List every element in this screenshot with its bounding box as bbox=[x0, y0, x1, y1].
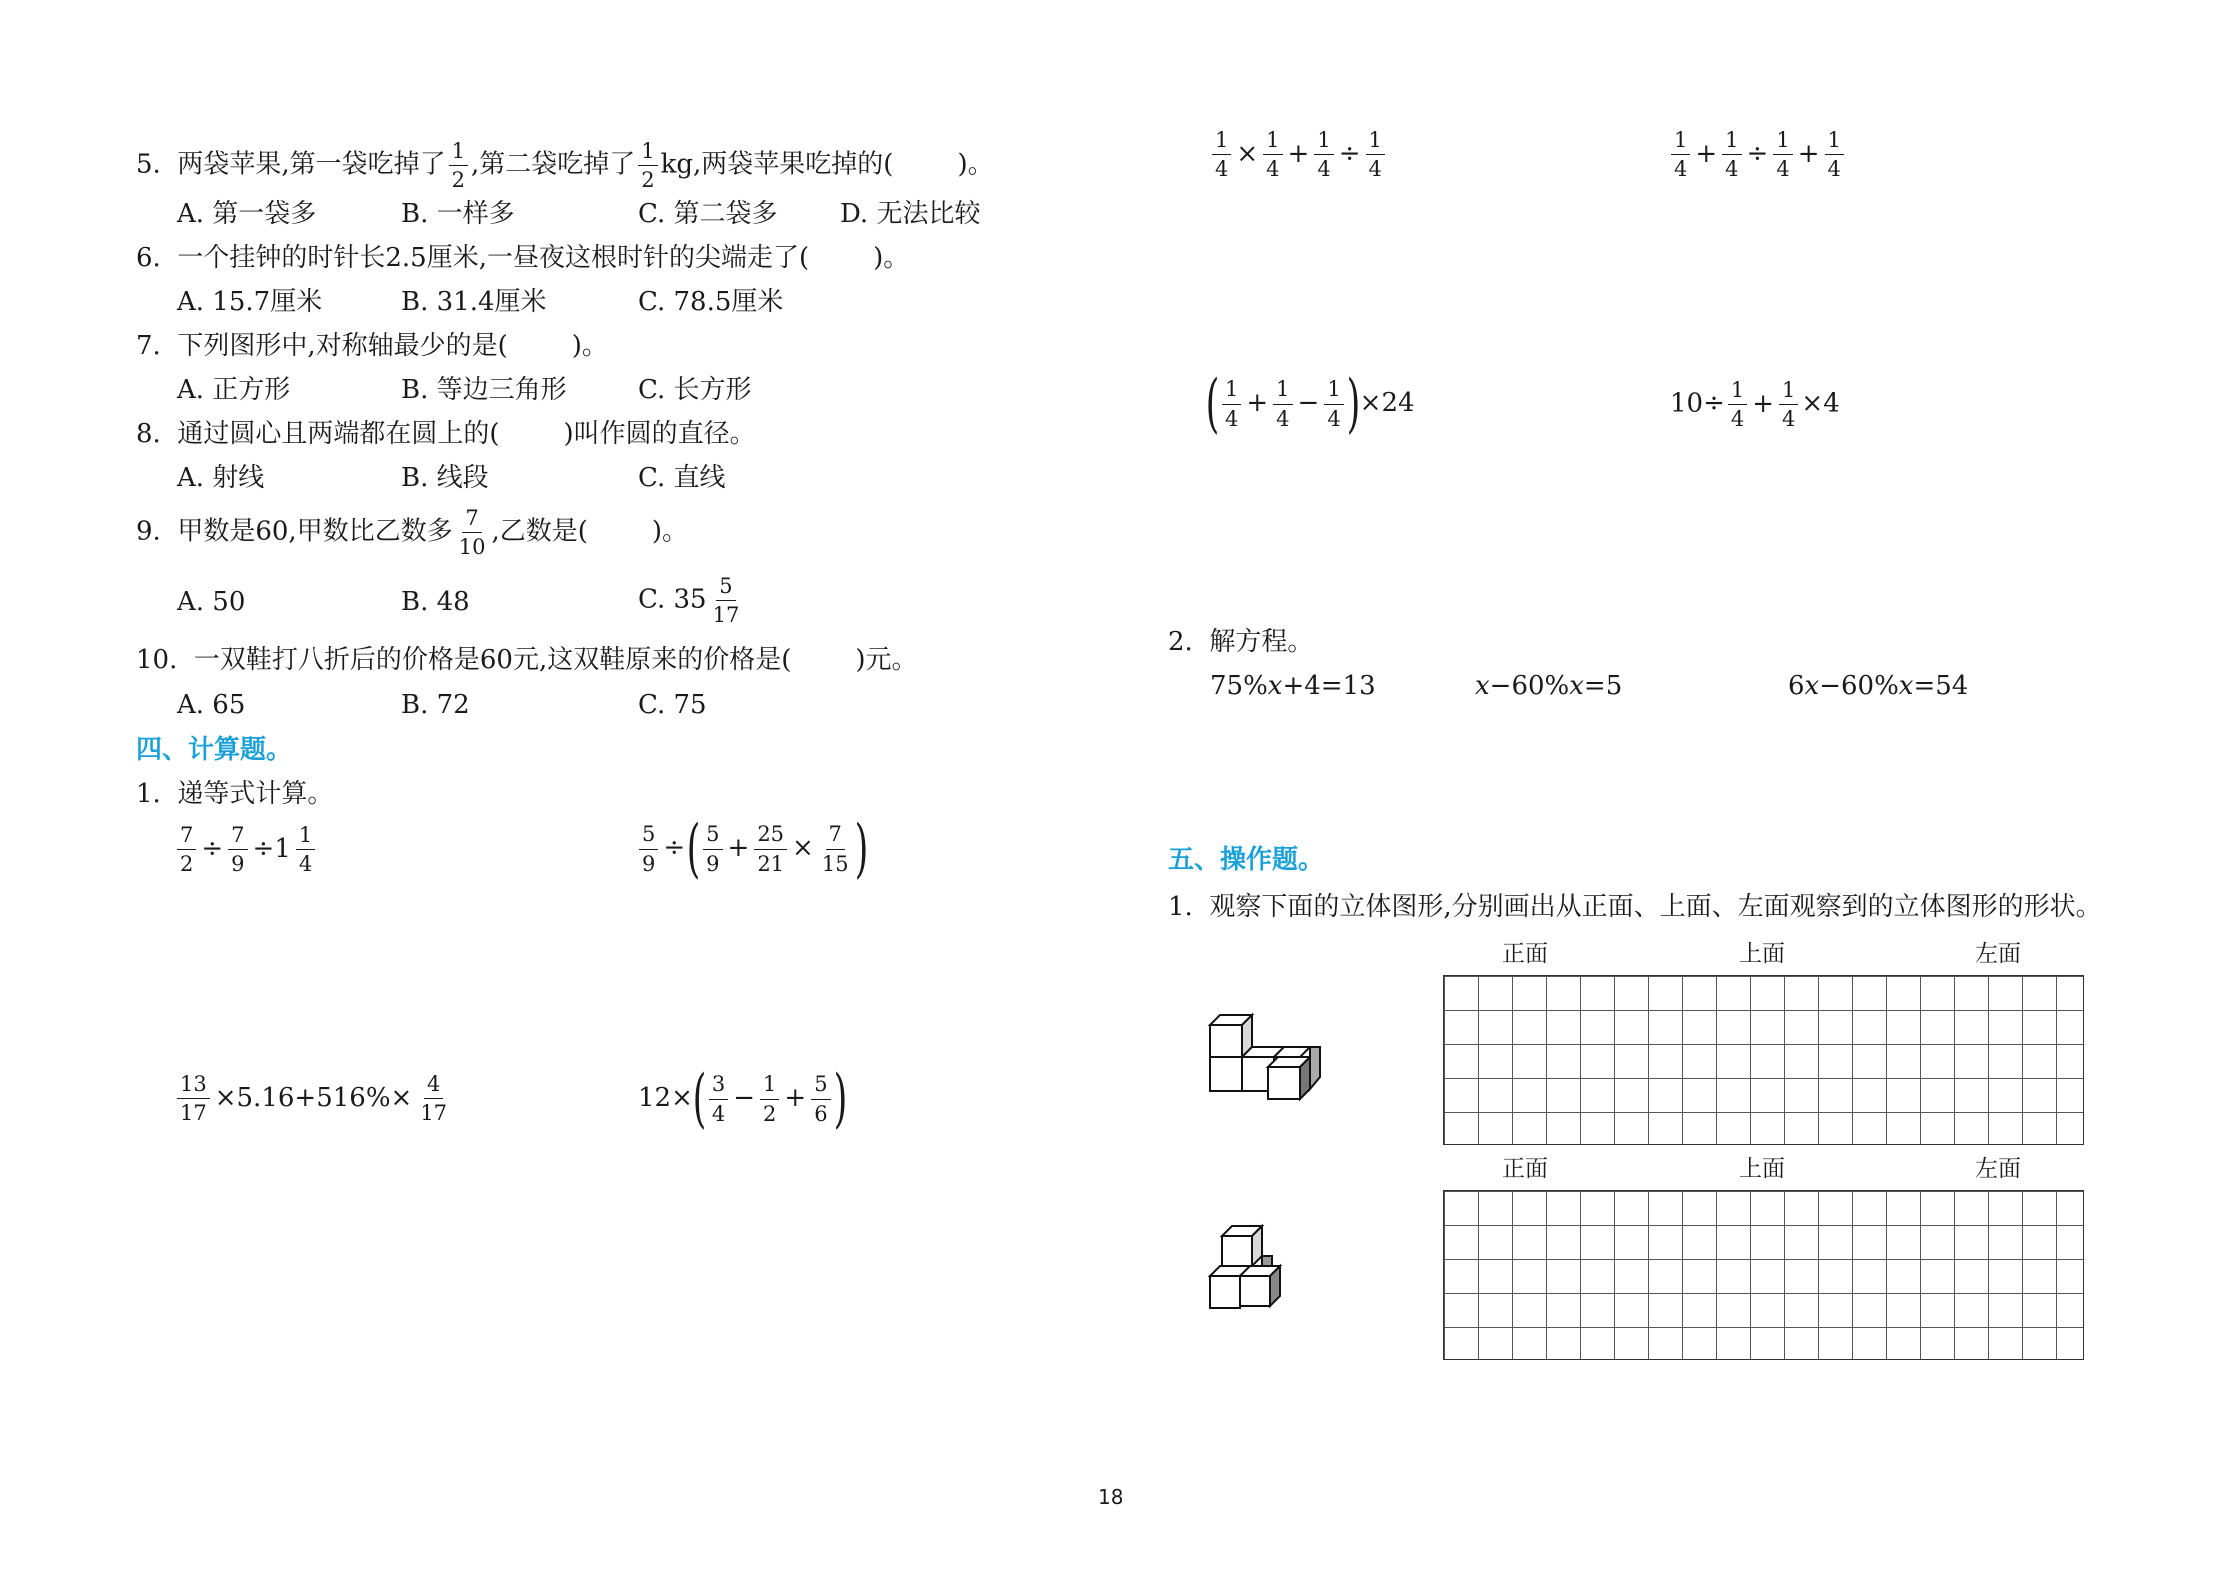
question-number: 9. bbox=[136, 516, 161, 547]
cube-figure-1 bbox=[1200, 1005, 1340, 1115]
option: B. 等边三角形 bbox=[401, 375, 567, 405]
cube-figure-2 bbox=[1200, 1220, 1330, 1335]
question-number: 10. bbox=[136, 645, 178, 675]
option: C. 直线 bbox=[638, 463, 726, 493]
question-5: 5. 两袋苹果,第一袋吃掉了 $\frac{1}{2}$ ,第二袋吃掉了 $\frac{1}{2}$ kg,两袋苹果吃掉的( )。 bbox=[136, 139, 994, 193]
option: A. 射线 bbox=[177, 463, 265, 493]
page-number: 18 bbox=[1098, 1485, 1124, 1509]
question-7: 7. 下列图形中,对称轴最少的是( )。 bbox=[136, 331, 608, 361]
option: C. 78.5厘米 bbox=[638, 287, 784, 317]
calc-expression: $\frac{1}{4}$ + $\frac{1}{4}$ ÷ $\frac{1}{4}$ + $\frac{1}{4}$ bbox=[1668, 129, 1847, 180]
calc-expression: 12×( $\frac{3}{4}$ − $\frac{1}{2}$ + $\frac{5}{6}$ ) bbox=[638, 1062, 847, 1136]
option: B. 72 bbox=[401, 690, 470, 720]
question-8: 8. 通过圆心且两端都在圆上的( )叫作圆的直径。 bbox=[136, 419, 756, 449]
drawing-grid[interactable] bbox=[1443, 975, 2084, 1145]
option: C. 第二袋多 bbox=[638, 199, 778, 229]
option: A. 第一袋多 bbox=[177, 199, 317, 229]
subquestion-title: 2. 解方程。 bbox=[1168, 627, 1314, 657]
option: C. 长方形 bbox=[638, 375, 752, 405]
grid-label-left: 左面 bbox=[1975, 1156, 2021, 1182]
question-text: 一个挂钟的时针长2.5厘米,一昼夜这根时针的尖端走了( bbox=[177, 243, 810, 273]
question-6: 6. 一个挂钟的时针长2.5厘米,一昼夜这根时针的尖端走了( )。 bbox=[136, 243, 910, 273]
option: B. 一样多 bbox=[401, 199, 515, 229]
grid-label-front: 正面 bbox=[1502, 941, 1548, 967]
equation: 75%x+4=13 bbox=[1210, 671, 1376, 701]
question-text: 两袋苹果,第一袋吃掉了 bbox=[177, 149, 446, 180]
grid-label-top: 上面 bbox=[1739, 941, 1785, 967]
question-text: 甲数是60,甲数比乙数多 bbox=[177, 516, 453, 547]
question-text: ,第二袋吃掉了 bbox=[470, 149, 636, 180]
option: A. 65 bbox=[177, 690, 246, 720]
question-number: 5. bbox=[136, 149, 161, 180]
option: B. 31.4厘米 bbox=[401, 287, 547, 317]
question-10: 10. 一双鞋打八折后的价格是60元,这双鞋原来的价格是( )元。 bbox=[136, 645, 918, 675]
equation: 6x−60%x=54 bbox=[1788, 671, 1969, 701]
grid-label-top: 上面 bbox=[1739, 1156, 1785, 1182]
question-number: 8. bbox=[136, 419, 161, 449]
question-text: 下列图形中,对称轴最少的是( bbox=[177, 331, 508, 361]
question-text: 通过圆心且两端都在圆上的( bbox=[177, 419, 500, 449]
question-number: 6. bbox=[136, 243, 161, 273]
fraction: $\frac{1}{2}$ bbox=[638, 140, 657, 191]
question-9: 9. 甲数是60,甲数比乙数多 $\frac{7}{10}$ ,乙数是( )。 bbox=[136, 506, 689, 560]
calc-expression: $\frac{1}{4}$ × $\frac{1}{4}$ + $\frac{1}{4}$ ÷ $\frac{1}{4}$ bbox=[1209, 129, 1388, 180]
option: A. 正方形 bbox=[177, 375, 291, 405]
option: B. 线段 bbox=[401, 463, 489, 493]
fraction: $\frac{5}{17}$ bbox=[712, 574, 740, 628]
calc-expression: $\frac{7}{2}$ ÷ $\frac{7}{9}$ ÷1 $\frac{1}{4}$ bbox=[174, 824, 318, 875]
drawing-grid[interactable] bbox=[1443, 1190, 2084, 1360]
subquestion-title: 1. 递等式计算。 bbox=[136, 779, 334, 809]
calc-expression: $\frac{5}{9}$ ÷( $\frac{5}{9}$ + $\frac{25}{21}$ × $\frac{7}{15}$ ) bbox=[636, 817, 868, 881]
question-text: 一双鞋打八折后的价格是60元,这双鞋原来的价格是( bbox=[193, 645, 792, 675]
option: D. 无法比较 bbox=[840, 199, 981, 229]
subquestion-title: 1. 观察下面的立体图形,分别画出从正面、上面、左面观察到的立体图形的形状。 bbox=[1168, 892, 2102, 922]
option: B. 48 bbox=[401, 587, 470, 617]
section-heading: 五、操作题。 bbox=[1168, 845, 1325, 875]
calc-expression: ( $\frac{1}{4}$ + $\frac{1}{4}$ − $\frac{1}{4}$ )×24 bbox=[1205, 367, 1415, 441]
question-number: 7. bbox=[136, 331, 161, 361]
equation: x−60%x=5 bbox=[1475, 671, 1623, 701]
option: C. 35 $\frac{5}{17}$ bbox=[638, 575, 745, 626]
option: A. 50 bbox=[177, 587, 246, 617]
calc-expression: $\frac{13}{17}$ ×5.16+516%× $\frac{4}{17}$ bbox=[174, 1073, 453, 1124]
section-heading: 四、计算题。 bbox=[136, 735, 293, 765]
calc-expression: 10÷ $\frac{1}{4}$ + $\frac{1}{4}$ ×4 bbox=[1670, 378, 1840, 432]
option: C. 75 bbox=[638, 690, 707, 720]
fraction: $\frac{7}{10}$ bbox=[458, 506, 486, 560]
question-text: kg,两袋苹果吃掉的( bbox=[660, 149, 894, 180]
grid-label-left: 左面 bbox=[1975, 941, 2021, 967]
grid-label-front: 正面 bbox=[1502, 1156, 1548, 1182]
fraction: $\frac{1}{2}$ bbox=[449, 140, 468, 191]
option: A. 15.7厘米 bbox=[177, 287, 323, 317]
